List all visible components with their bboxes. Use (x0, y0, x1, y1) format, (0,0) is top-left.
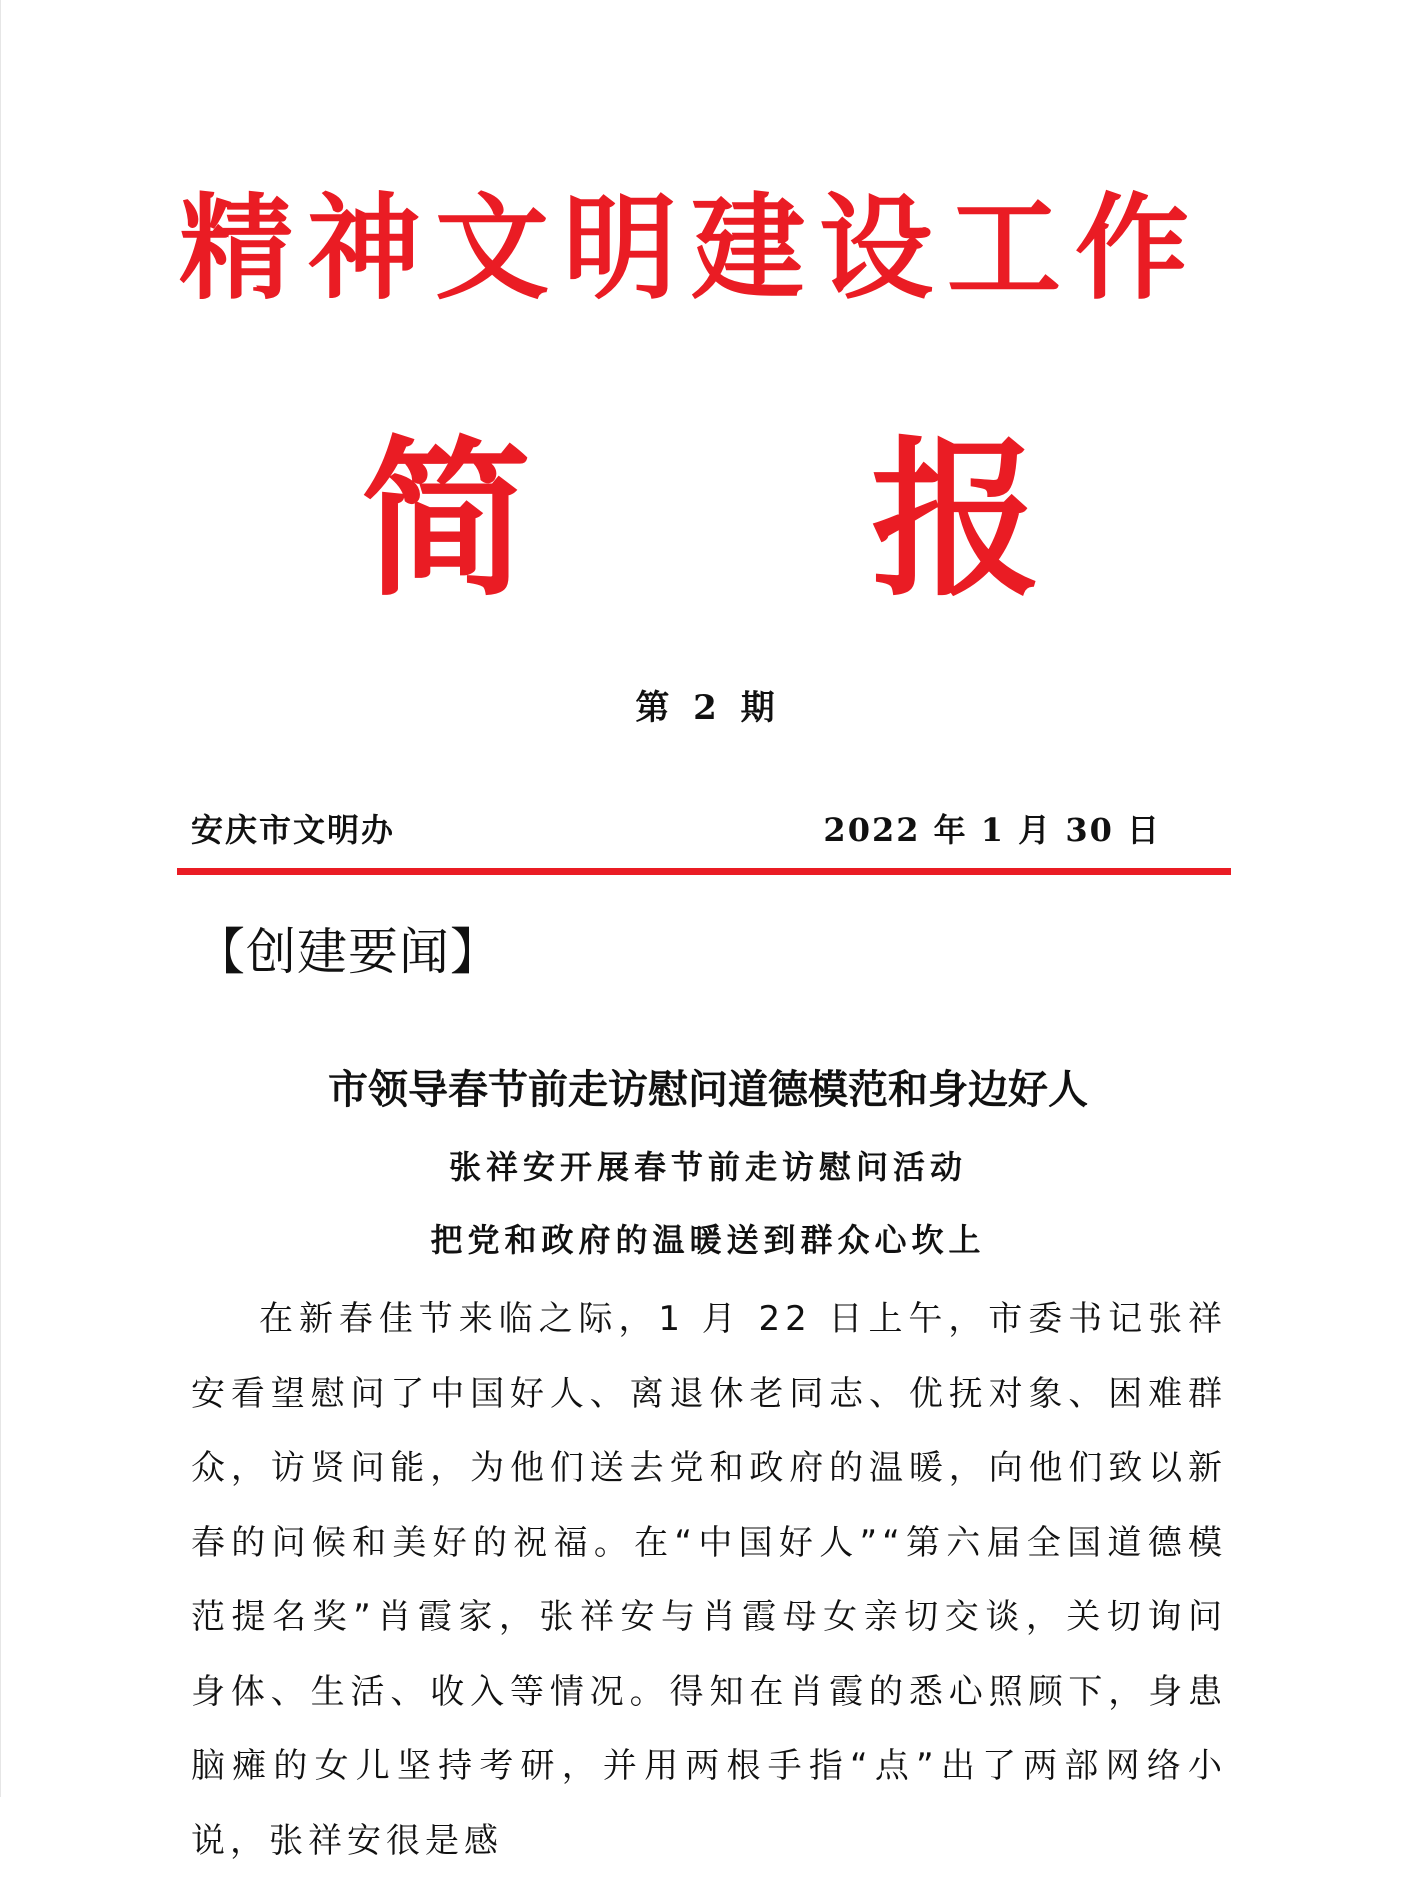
masthead-subtitle-right: 报 (870, 420, 1041, 620)
meta-row (191, 808, 1161, 852)
masthead-subtitle-left: 简 (361, 420, 532, 620)
article-body (191, 1282, 1227, 1878)
red-divider (177, 868, 1231, 875)
issue-number: 第 2 期 (635, 688, 781, 728)
publisher: 安庆市文明办 (191, 811, 396, 849)
section-heading: 【创建要闻】 (195, 923, 501, 981)
masthead-subtitle (361, 420, 1041, 620)
article-paragraph: 在新春佳节来临之际，1 月 22 日上午，市委书记张祥安看望慰问了中国好人、离退休老同志、优抚对象、困难群众，访贤问能，为他们送去党和政府的温暖，向他们致以新春的问候和美好的祝福。在“中国好人”“第六届全国道德模范提名奖”肖霞家，张祥安与肖霞母女亲切交谈，关切询问身体、生活、收入等情况。得知在肖霞的悉心照顾下，身患脑瘫的女儿坚持考研，并用两根手指“点”出了两部网络小说，张祥安很是感 (191, 1299, 1227, 1861)
article-headline: 市领导春节前走访慰问道德模范和身边好人 (328, 1066, 1088, 1113)
masthead-title: 精神文明建设工作 (178, 181, 1203, 315)
publish-date: 2022 年 1 月 30 日 (823, 811, 1161, 849)
article-subheading-2: 把党和政府的温暖送到群众心坎上 (430, 1221, 986, 1259)
article-subheading-1: 张祥安开展春节前走访慰问活动 (448, 1148, 967, 1186)
